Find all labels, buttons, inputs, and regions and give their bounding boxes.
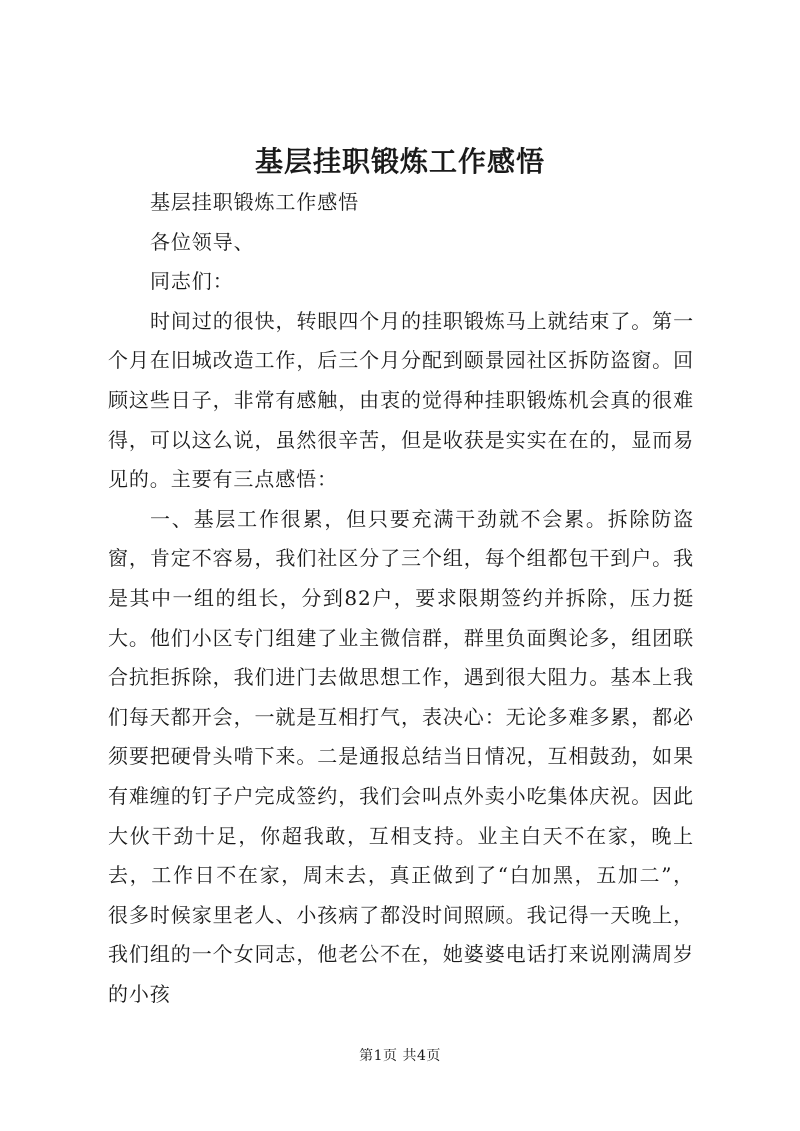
paragraph-salutation-leaders: 各位领导、 <box>150 229 255 254</box>
paragraph-point-one: 一、基层工作很累，但只要充满干劲就不会累。拆除防盗窗，肯定不容易，我们社区分了三个组，每个组都包干到户。我是其中一组的组长，分到82户，要求限期签约并拆除，压力挺大。他们小区专门组建了业主微信群，群里负面舆论多，组团联合抗拒拆除，我们进门去做思想工作，遇到很大阻力。基本上我们每天都开会，一就是互相打气，表决心：无论多难多累，都必须要把硬骨头啃下来。二是通报总结当日情况，互相鼓劲，如果有难缠的钉子户完成签约，我们会叫点外卖小吃集体庆祝。因此大伙干劲十足，你超我敢，互相支持。业主白天不在家，晚上去，工作日不在家，周末去，真正做到了“白加黑，五加二”，很多时候家里老人、小孩病了都没时间照顾。我记得一天晚上，我们组的一个女同志，他老公不在，她婆婆电话打来说刚满周岁的小孩 <box>108 506 694 1006</box>
page-number-footer: 第1页 共4页 <box>359 1048 441 1064</box>
paragraph-subtitle: 基层挂职锻炼工作感悟 <box>150 190 359 214</box>
paragraph-salutation-comrades: 同志们： <box>150 269 234 294</box>
paragraph-intro: 时间过的很快，转眼四个月的挂职锻炼马上就结束了。第一个月在旧城改造工作，后三个月分配到颐景园社区拆防盗窗。回顾这些日子，非常有感触，由衷的觉得种挂职锻炼机会真的很难得，可以这么说，虽然很辛苦，但是收获是实实在在的，显而易见的。主要有三点感悟： <box>108 308 694 492</box>
document-body <box>108 183 694 1014</box>
document-title: 基层挂职锻炼工作感悟 <box>254 145 545 178</box>
